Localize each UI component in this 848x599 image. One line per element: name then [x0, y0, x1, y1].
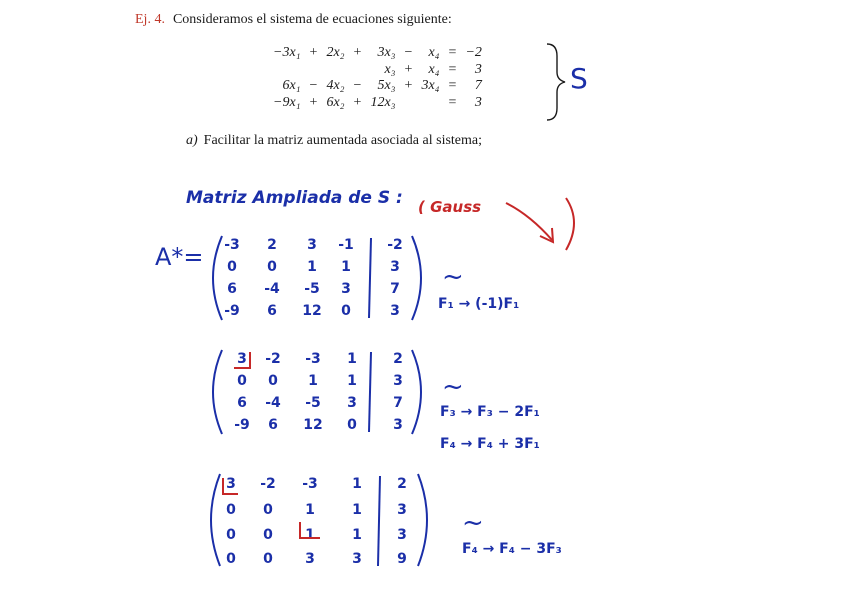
- row-operation-4: F₄ → F₄ − 3F₃: [462, 541, 562, 557]
- part-a-text: Facilitar la matriz aumentada asociada al sistema;: [203, 133, 482, 148]
- matrix-entry: 6: [267, 303, 277, 319]
- matrix-entry: 3: [352, 551, 362, 567]
- equation-term: +: [404, 61, 413, 77]
- equation-term: =: [448, 94, 457, 110]
- matrix-entry: -3: [305, 351, 321, 367]
- matrix-rhs-entry: 2: [397, 476, 407, 492]
- equation-term: +: [353, 45, 362, 61]
- equivalence-tilde-2: ~: [442, 372, 464, 402]
- equation-term: −: [309, 78, 318, 94]
- matrix-entry: 1: [305, 502, 315, 518]
- equation-term: =: [448, 78, 457, 94]
- matrix-entry: -5: [305, 395, 321, 411]
- matrix-entry: 0: [226, 527, 236, 543]
- matrix-entry: 2: [267, 237, 277, 253]
- matrix-entry: 6: [268, 417, 278, 433]
- matrix-rhs-entry: 3: [393, 373, 403, 389]
- row-operation-2: F₃ → F₃ − 2F₁: [440, 404, 540, 420]
- equivalence-tilde-3: ~: [462, 508, 484, 538]
- matrix-entry: -2: [260, 476, 276, 492]
- matrix-entry: -3: [224, 237, 240, 253]
- part-a-label: a): [186, 133, 198, 148]
- equation-term: 5x₃: [377, 78, 396, 94]
- equation-term: =: [448, 61, 457, 77]
- matrix-entry: 6: [237, 395, 247, 411]
- equation-term: 12x₃: [370, 94, 396, 110]
- matrix-entry: 12: [302, 303, 322, 319]
- equation-term: 7: [474, 78, 482, 94]
- matrix-entry: 0: [347, 417, 357, 433]
- exercise-statement: Consideramos el sistema de ecuaciones siguiente:: [172, 12, 452, 27]
- matrix-entry: 1: [308, 373, 318, 389]
- matrix-entry: -2: [265, 351, 281, 367]
- matrix-entry: 0: [227, 259, 237, 275]
- matrix-entry: 1: [347, 351, 357, 367]
- matrix-entry: 3: [341, 281, 351, 297]
- matrix-entry: -4: [265, 395, 281, 411]
- equation-term: 3x₃: [377, 45, 396, 61]
- row-operation-3: F₄ → F₄ + 3F₁: [440, 436, 540, 452]
- equation-term: x₃: [384, 61, 396, 77]
- matrix-entry: -9: [234, 417, 250, 433]
- equation-term: −: [353, 78, 362, 94]
- matrix-rhs-entry: 3: [390, 259, 400, 275]
- matrix-entry: 1: [341, 259, 351, 275]
- matrix-entry: 1: [352, 502, 362, 518]
- equation-term: 3: [474, 94, 482, 110]
- matrix-entry: -3: [302, 476, 318, 492]
- equivalence-tilde-1: ~: [442, 262, 464, 292]
- equation-term: −: [404, 45, 413, 61]
- matrix-entry: 0: [226, 502, 236, 518]
- equation-term: +: [353, 94, 362, 110]
- equation-term: −3x₁: [273, 45, 301, 61]
- matrix-rhs-entry: 3: [393, 417, 403, 433]
- equation-term: 6x₁: [282, 78, 301, 94]
- equation-term: −2: [465, 45, 482, 61]
- matrix-entry: 0: [341, 303, 351, 319]
- matrix-entry: 3: [237, 351, 247, 367]
- matrix-rhs-entry: 9: [397, 551, 407, 567]
- gauss-note: ( Gauss: [418, 198, 482, 216]
- matrix-rhs-entry: 3: [397, 527, 407, 543]
- equation-term: +: [309, 45, 318, 61]
- equation-term: =: [448, 45, 457, 61]
- equation-term: 3x₄: [421, 78, 440, 94]
- system-name-label: S: [570, 62, 588, 95]
- matrix-entry: 1: [352, 476, 362, 492]
- matrix-rhs-entry: 3: [390, 303, 400, 319]
- matrix-entry: 3: [305, 551, 315, 567]
- matrix-entry: -1: [338, 237, 354, 253]
- matrix-entry: 0: [237, 373, 247, 389]
- equation-term: x₄: [428, 45, 440, 61]
- equation-term: 6x₂: [326, 94, 345, 110]
- matrix-entry: -9: [224, 303, 240, 319]
- augmented-matrix-symbol: A*=: [155, 243, 204, 271]
- matrix-rhs-entry: 2: [393, 351, 403, 367]
- matrix-entry: -5: [304, 281, 320, 297]
- matrix-entry: 12: [303, 417, 323, 433]
- matrix-entry: 0: [268, 373, 278, 389]
- equation-term: +: [309, 94, 318, 110]
- matrix-entry: 0: [267, 259, 277, 275]
- equation-term: +: [404, 78, 413, 94]
- matrix-entry: 0: [263, 551, 273, 567]
- matrix-entry: 1: [307, 259, 317, 275]
- matrix-entry: -4: [264, 281, 280, 297]
- matrix-entry: 3: [307, 237, 317, 253]
- matrix-entry: 3: [347, 395, 357, 411]
- matrix-rhs-entry: 7: [390, 281, 400, 297]
- matrix-entry: 3: [226, 476, 236, 492]
- matrix-rhs-entry: -2: [387, 237, 403, 253]
- handwritten-heading: Matriz Ampliada de S :: [186, 188, 403, 208]
- matrix-entry: 1: [347, 373, 357, 389]
- row-operation-1: F₁ → (-1)F₁: [438, 296, 520, 312]
- equation-term: 2x₂: [326, 45, 345, 61]
- matrix-rhs-entry: 7: [393, 395, 403, 411]
- equation-term: −9x₁: [273, 94, 301, 110]
- matrix-rhs-entry: 3: [397, 502, 407, 518]
- red-paren-icon: [566, 198, 574, 250]
- matrix-entry: 1: [352, 527, 362, 543]
- matrix-entry: 0: [263, 502, 273, 518]
- equation-term: x₄: [428, 61, 440, 77]
- equation-term: 3: [474, 61, 482, 77]
- red-arrow-icon: [506, 203, 552, 240]
- matrix-entry: 6: [227, 281, 237, 297]
- equation-term: 4x₂: [326, 78, 345, 94]
- exercise-number: Ej. 4.: [135, 12, 165, 27]
- matrix-entry: 0: [263, 527, 273, 543]
- matrix-entry: 1: [305, 527, 315, 543]
- matrix-entry: 0: [226, 551, 236, 567]
